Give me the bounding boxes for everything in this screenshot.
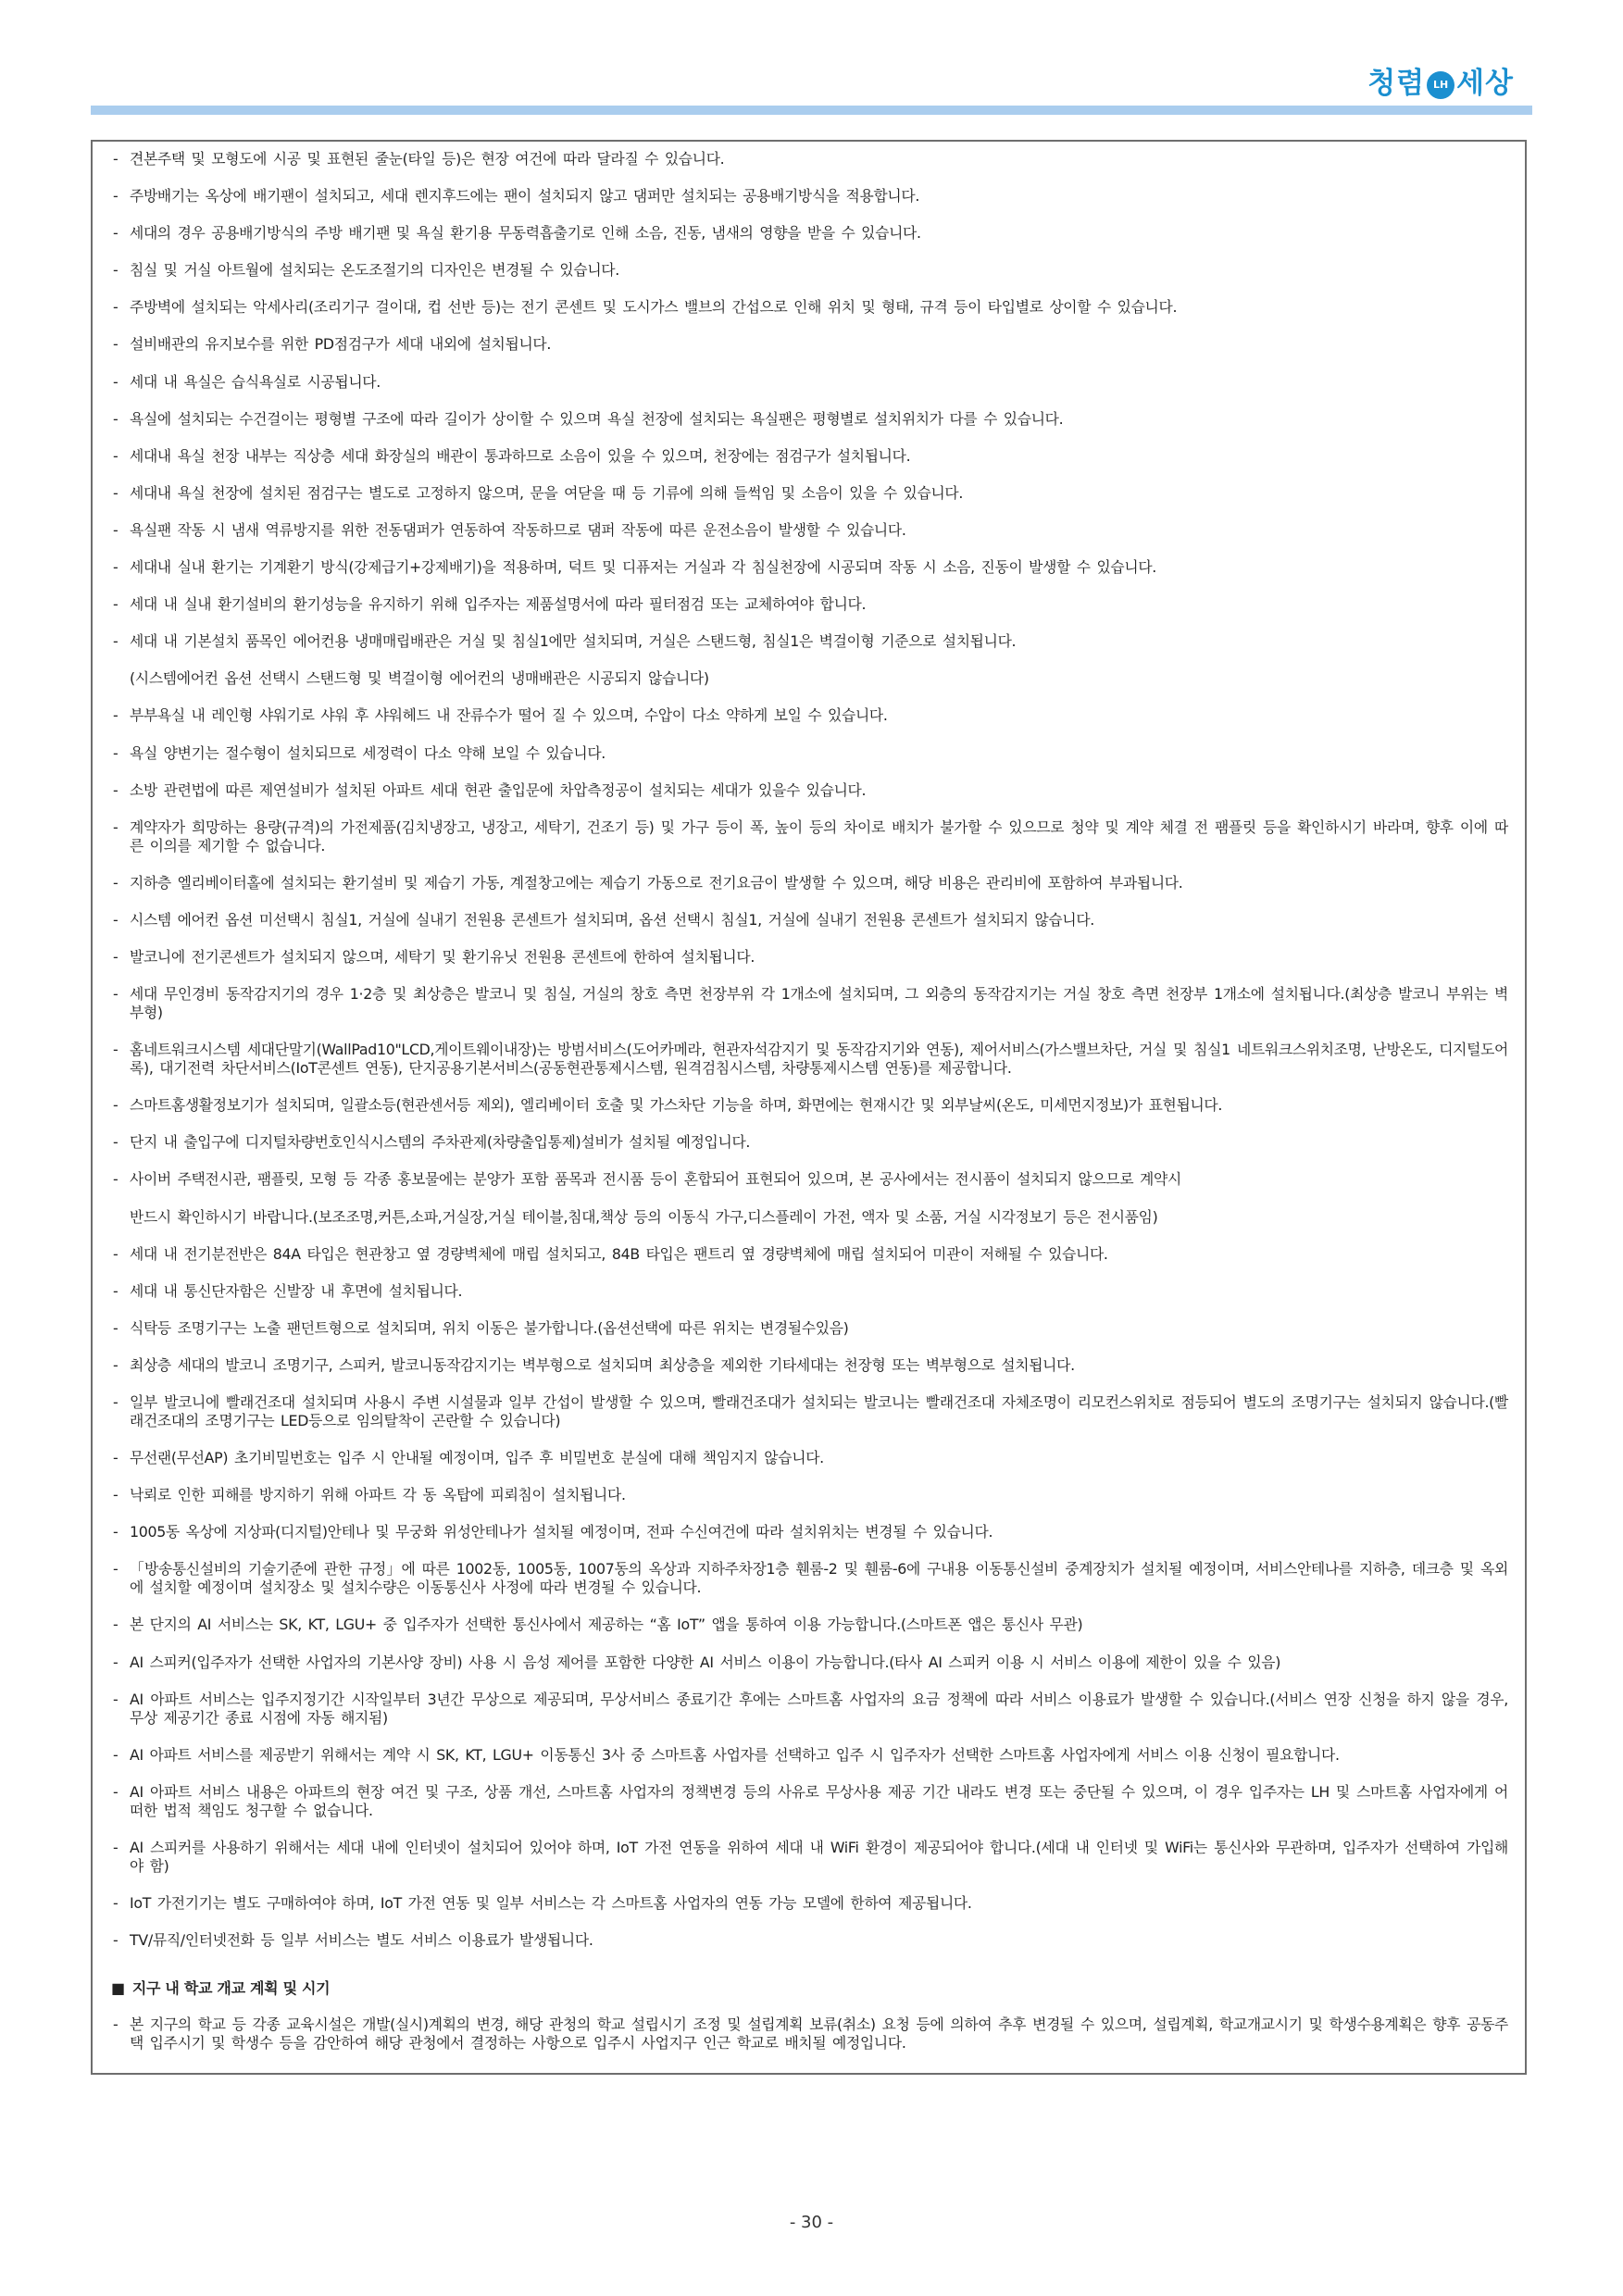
logo-text-right: 세상 <box>1456 67 1514 100</box>
logo-text-left: 청렴 <box>1367 67 1426 100</box>
note-item: - 세대 내 욕실은 습식욕실로 시공됩니다. <box>111 373 1508 392</box>
note-item: - 무선랜(무선AP) 초기비밀번호는 입주 시 안내될 예정이며, 입주 후 비밀번호 분실에 대해 책임지지 않습니다. <box>111 1449 1508 1467</box>
note-item: - 세대의 경우 공용배기방식의 주방 배기팬 및 욕실 환기용 무동력흡출기로 인해 소음, 진동, 냄새의 영향을 받을 수 있습니다. <box>111 224 1508 243</box>
note-item: - 홈네트워크시스템 세대단말기(WallPad10"LCD,게이트웨이내장)는 방범서비스(도어카메라, 현관자석감지기 및 동작감지기와 연동), 제어서비스(가스밸브차단, 거실 및 침실1 네트워크스위치조명, 난방온도, 디지털도어록), 대기전력 차단서비스(IoT콘센트 연동), 단지공용기본서비스(공동현관통제시스템, 원격검침시스템, 차량통제시스템 연동)를 제공합니다. <box>111 1041 1508 1078</box>
logo <box>1367 59 1514 101</box>
note-item: - 세대 무인경비 동작감지기의 경우 1·2층 및 최상층은 발코니 및 침실, 거실의 창호 측면 천장부위 각 1개소에 설치되며, 그 외층의 동작감지기는 거실 창호 측면 천장부 1개소에 설치됩니다.(최상층 발코니 부위는 벽부형) <box>111 985 1508 1022</box>
section-title-text: 지구 내 학교 개교 계획 및 시기 <box>131 1979 331 1998</box>
note-item: - 세대 내 실내 환기설비의 환기성능을 유지하기 위해 입주자는 제품설명서에 따라 필터점검 또는 교체하여야 합니다. <box>111 595 1508 614</box>
note-item: - 욕실에 설치되는 수건걸이는 평형별 구조에 따라 길이가 상이할 수 있으며 욕실 천장에 설치되는 욕실팬은 평형별로 설치위치가 다를 수 있습니다. <box>111 410 1508 429</box>
note-item: - 견본주택 및 모형도에 시공 및 표현된 줄눈(타일 등)은 현장 여건에 따라 달라질 수 있습니다. <box>111 150 1508 168</box>
logo-emblem-icon: LH <box>1427 71 1454 99</box>
page-number: - 30 - <box>789 2213 834 2232</box>
note-item: - AI 아파트 서비스는 입주지정기간 시작일부터 3년간 무상으로 제공되며, 무상서비스 종료기간 후에는 스마트홈 사업자의 요금 정책에 따라 서비스 이용료가 발생할 수 있습니다.(서비스 연장 신청을 하지 않을 경우, 무상 제공기간 종료 시점에 자동 해지됨) <box>111 1691 1508 1728</box>
note-item: - 주방배기는 옥상에 배기팬이 설치되고, 세대 렌지후드에는 팬이 설치되지 않고 댐퍼만 설치되는 공용배기방식을 적용합니다. <box>111 187 1508 206</box>
note-item: - 세대내 욕실 천장에 설치된 점검구는 별도로 고정하지 않으며, 문을 여닫을 때 등 기류에 의해 들썩임 및 소음이 있을 수 있습니다. <box>111 484 1508 503</box>
school-note-list <box>111 2015 1508 2053</box>
note-item: - 침실 및 거실 아트월에 설치되는 온도조절기의 디자인은 변경될 수 있습니다. <box>111 261 1508 280</box>
note-item: - 욕실 양변기는 절수형이 설치되므로 세정력이 다소 약해 보일 수 있습니다. <box>111 744 1508 763</box>
note-item: - IoT 가전기기는 별도 구매하여야 하며, IoT 가전 연동 및 일부 서비스는 각 스마트홈 사업자의 연동 가능 모델에 한하여 제공됩니다. <box>111 1894 1508 1913</box>
note-item: - 스마트홈생활정보기가 설치되며, 일괄소등(현관센서등 제외), 엘리베이터 호출 및 가스차단 기능을 하며, 화면에는 현재시간 및 외부날씨(온도, 미세먼지정보)가 표현됩니다. <box>111 1096 1508 1115</box>
note-item: - 본 단지의 AI 서비스는 SK, KT, LGU+ 중 입주자가 선택한 통신사에서 제공하는 “홈 IoT” 앱을 통하여 이용 가능합니다.(스마트폰 앱은 통신사 무관) <box>111 1616 1508 1634</box>
note-item: - 세대 내 기본설치 품목인 에어컨용 냉매매립배관은 거실 및 침실1에만 설치되며, 거실은 스탠드형, 침실1은 벽걸이형 기준으로 설치됩니다. <box>111 632 1508 651</box>
note-item: - 욕실팬 작동 시 냄새 역류방지를 위한 전동댐퍼가 연동하여 작동하므로 댐퍼 작동에 따른 운전소음이 발생할 수 있습니다. <box>111 521 1508 540</box>
note-item: - 설비배관의 유지보수를 위한 PD점검구가 세대 내외에 설치됩니다. <box>111 335 1508 354</box>
note-item: - 「방송통신설비의 기술기준에 관한 규정」에 따른 1002동, 1005동, 1007동의 옥상과 지하주차장1층 휀룸-2 및 휀룸-6에 구내용 이동통신설비 중계장치가 설치될 예정이며, 서비스안테나를 지하층, 데크층 및 옥외에 설치할 예정이며 설치장소 및 설치수량은 이동통신사 사정에 따라 변경될 수 있습니다. <box>111 1560 1508 1597</box>
note-item: - 세대 내 통신단자함은 신발장 내 후면에 설치됩니다. <box>111 1282 1508 1301</box>
note-item: - 지하층 엘리베이터홀에 설치되는 환기설비 및 제습기 가동, 계절창고에는 제습기 가동으로 전기요금이 발생할 수 있으며, 해당 비용은 관리비에 포함하여 부과됩니다. <box>111 874 1508 892</box>
note-item: - 발코니에 전기콘센트가 설치되지 않으며, 세탁기 및 환기유닛 전원용 콘센트에 한하여 설치됩니다. <box>111 948 1508 967</box>
notice-box <box>91 140 1527 2075</box>
note-item: - 1005동 옥상에 지상파(디지털)안테나 및 무궁화 위성안테나가 설치될 예정이며, 전파 수신여건에 따라 설치위치는 변경될 수 있습니다. <box>111 1523 1508 1541</box>
note-item: - 세대내 실내 환기는 기계환기 방식(강제급기+강제배기)을 적용하며, 덕트 및 디퓨저는 거실과 각 침실천장에 시공되며 작동 시 소음, 진동이 발생할 수 있습니다. <box>111 558 1508 577</box>
school-note-item: - 본 지구의 학교 등 각종 교육시설은 개발(실시)계획의 변경, 해당 관청의 학교 설립시기 조정 및 설립계획 보류(취소) 요청 등에 의하여 추후 변경될 수 있으며, 설립계획, 학교개교시기 및 학생수용계획은 향후 공동주택 입주시기 및 학생수 등을 감안하여 해당 관청에서 결정하는 사항으로 입주시 사업지구 인근 학교로 배치될 예정입니다. <box>111 2015 1508 2053</box>
note-item: - 세대내 욕실 천장 내부는 직상층 세대 화장실의 배관이 통과하므로 소음이 있을 수 있으며, 천장에는 점검구가 설치됩니다. <box>111 447 1508 466</box>
note-item: - 일부 발코니에 빨래건조대 설치되며 사용시 주변 시설물과 일부 간섭이 발생할 수 있으며, 빨래건조대가 설치되는 발코니는 빨래건조대 자체조명이 리모컨스위치로 점등되어 별도의 조명기구는 설치되지 않습니다.(빨래건조대의 조명기구는 LED등으로 임의탈착이 곤란할 수 있습니다) <box>111 1393 1508 1430</box>
note-item: - 시스템 에어컨 옵션 미선택시 침실1, 거실에 실내기 전원용 콘센트가 설치되며, 옵션 선택시 침실1, 거실에 실내기 전원용 콘센트가 설치되지 않습니다. <box>111 911 1508 930</box>
note-item: - 계약자가 희망하는 용량(규격)의 가전제품(김치냉장고, 냉장고, 세탁기, 건조기 등) 및 가구 등이 폭, 높이 등의 차이로 배치가 불가할 수 있으므로 청약 및 계약 체결 전 팸플릿 등을 확인하시기 바라며, 향후 이에 따른 이의를 제기할 수 없습니다. <box>111 818 1508 855</box>
note-item: - 단지 내 출입구에 디지털차량번호인식시스템의 주차관제(차량출입통제)설비가 설치될 예정입니다. <box>111 1133 1508 1152</box>
note-continuation: (시스템에어컨 옵션 선택시 스탠드형 및 벽걸이형 에어컨의 냉매배관은 시공되지 않습니다) <box>130 669 709 688</box>
note-item: - AI 아파트 서비스 내용은 아파트의 현장 여건 및 구조, 상품 개선, 스마트홈 사업자의 정책변경 등의 사유로 무상사용 제공 기간 내라도 변경 또는 중단될 수 있으며, 이 경우 입주자는 LH 및 스마트홈 사업자에게 어떠한 법적 책임도 청구할 수 없습니다. <box>111 1783 1508 1820</box>
note-item: - TV/뮤직/인터넷전화 등 일부 서비스는 별도 서비스 이용료가 발생됩니다. <box>111 1931 1508 1950</box>
header-bar <box>91 106 1532 115</box>
note-item: - 식탁등 조명기구는 노출 팬던트형으로 설치되며, 위치 이동은 불가합니다.(옵션선택에 따른 위치는 변경될수있음) <box>111 1319 1508 1338</box>
note-continuation: 반드시 확인하시기 바랍니다.(보조조명,커튼,소파,거실장,거실 테이블,침대,책상 등의 이동식 가구,디스플레이 가전, 액자 및 소품, 거실 시각정보기 등은 전시품임) <box>130 1207 1158 1226</box>
note-item: - 부부욕실 내 레인형 샤워기로 샤워 후 샤워헤드 내 잔류수가 떨어 질 수 있으며, 수압이 다소 약하게 보일 수 있습니다. <box>111 706 1508 725</box>
note-item: - 낙뢰로 인한 피해를 방지하기 위해 아파트 각 동 옥탑에 피뢰침이 설치됩니다. <box>111 1486 1508 1504</box>
note-list <box>111 150 1508 1950</box>
note-item: - 세대 내 전기분전반은 84A 타입은 현관창고 옆 경량벽체에 매립 설치되고, 84B 타입은 팬트리 옆 경량벽체에 매립 설치되어 미관이 저해될 수 있습니다. <box>111 1245 1508 1264</box>
note-item: - 소방 관련법에 따른 제연설비가 설치된 아파트 세대 현관 출입문에 차압측정공이 설치되는 세대가 있을수 있습니다. <box>111 781 1508 800</box>
section-title-school <box>111 1979 1508 1998</box>
note-item: - AI 스피커(입주자가 선택한 사업자의 기본사양 장비) 사용 시 음성 제어를 포함한 다양한 AI 서비스 이용이 가능합니다.(타사 AI 스피커 이용 시 서비스 이용에 제한이 있을 수 있음) <box>111 1653 1508 1672</box>
note-item: - 주방벽에 설치되는 악세사리(조리기구 걸이대, 컵 선반 등)는 전기 콘센트 및 도시가스 밸브의 간섭으로 인해 위치 및 형태, 규격 등이 타입별로 상이할 수 있습니다. <box>111 298 1508 317</box>
note-item: - AI 스피커를 사용하기 위해서는 세대 내에 인터넷이 설치되어 있어야 하며, IoT 가전 연동을 위하여 세대 내 WiFi 환경이 제공되어야 합니다.(세대 내 인터넷 및 WiFi는 통신사와 무관하며, 입주자가 선택하여 가입해야 함) <box>111 1839 1508 1876</box>
note-item: - AI 아파트 서비스를 제공받기 위해서는 계약 시 SK, KT, LGU+ 이동통신 3사 중 스마트홈 사업자를 선택하고 입주 시 입주자가 선택한 스마트홈 사업자에게 서비스 이용 신청이 필요합니다. <box>111 1746 1508 1765</box>
note-item: - 사이버 주택전시관, 팸플릿, 모형 등 각종 홍보물에는 분양가 포함 품목과 전시품 등이 혼합되어 표현되어 있으며, 본 공사에서는 전시품이 설치되지 않으므로 계약시 <box>111 1170 1508 1189</box>
square-bullet-icon: ■ <box>111 1979 125 1998</box>
note-item: - 최상층 세대의 발코니 조명기구, 스피커, 발코니동작감지기는 벽부형으로 설치되며 최상층을 제외한 기타세대는 천장형 또는 벽부형으로 설치됩니다. <box>111 1356 1508 1375</box>
